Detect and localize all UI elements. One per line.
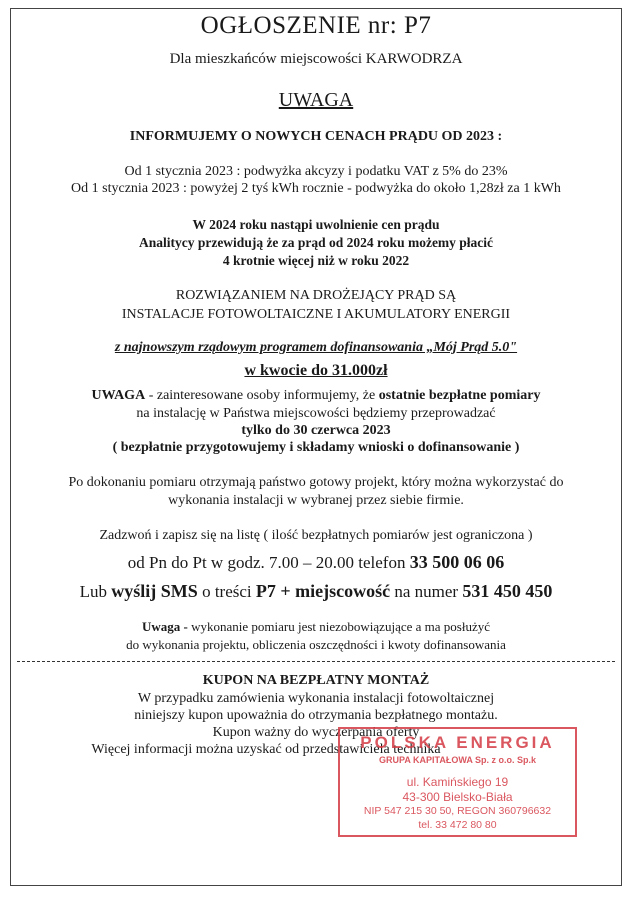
notice-line-2: na instalację w Państwa miejscowości będziemy przeprowadzać <box>136 406 496 421</box>
sms-e: na numer <box>390 582 463 601</box>
disclaimer-line-1 <box>11 619 621 635</box>
solution-line-1: ROZWIĄZANIEM NA DROŻEJĄCY PRĄD SĄ <box>175 288 457 303</box>
stamp-ids: NIP 547 215 30 50, REGON 360796632 <box>363 805 552 817</box>
forecast-line-3: 4 krotnie więcej niż w roku 2022 <box>222 253 410 268</box>
hours-text: od Pn do Pt w godz. 7.00 – 20.00 telefon <box>127 553 410 572</box>
notice-line-3: tylko do 30 czerwca 2023 <box>241 423 391 438</box>
sms-a: Lub <box>79 582 112 601</box>
stamp-city: 43-300 Bielsko-Biała <box>402 790 513 804</box>
coupon-line-3: Kupon ważny do wyczerpania oferty <box>212 725 420 740</box>
sms-line <box>11 581 621 602</box>
call-line: Zadzwoń i zapisz się na listę ( ilość bezpłatnych pomiarów jest ograniczona ) <box>99 528 533 543</box>
uwaga-heading: UWAGA <box>278 89 354 111</box>
sms-keyword: P7 + miejscowość <box>255 581 391 601</box>
disclaimer-text: wykonanie pomiaru jest niezobowiązujące a ma posłużyć <box>187 619 490 634</box>
program-line: z najnowszym rządowym programem dofinansowania „Mój Prąd 5.0" <box>114 340 518 355</box>
company-stamp <box>338 727 577 837</box>
disclaimer-line-2: do wykonania projektu, obliczenia oszczędności i kwoty dofinansowania <box>126 637 506 652</box>
coupon-line-2: niniejszy kupon upoważnia do otrzymania bezpłatnego montażu. <box>134 708 498 723</box>
coupon-line-4: Więcej informacji można uzyskać od przedstawiciela technika <box>91 742 441 757</box>
amount-line: w kwocie do 31.000zł <box>244 362 388 379</box>
after-line-2: wykonania instalacji w wybranej przez siebie firmie. <box>168 493 464 508</box>
stamp-phone: tel. 33 472 80 80 <box>418 819 497 831</box>
sms-number: 531 450 450 <box>462 581 553 601</box>
notice-line-4: ( bezpłatnie przygotowujemy i składamy wnioski o dofinansowanie ) <box>112 440 520 455</box>
prices-heading: INFORMUJEMY O NOWYCH CENACH PRĄDU OD 2023 : <box>129 129 503 144</box>
phone-number: 33 500 06 06 <box>409 552 505 572</box>
subtitle: Dla mieszkańców miejscowości KARWODRZA <box>169 51 463 67</box>
solution-line-2: INSTALACJE FOTOWOLTAICZNE I AKUMULATORY ENERGII <box>121 307 511 322</box>
price-line-1: Od 1 stycznia 2023 : podwyżka akcyzy i podatku VAT z 5% do 23% <box>124 164 508 179</box>
hours-line <box>11 552 621 573</box>
stamp-street: ul. Kamińskiego 19 <box>406 775 509 789</box>
notice-text-a: - zainteresowane osoby informujemy, że <box>145 388 379 403</box>
disclaimer-lead: Uwaga - <box>141 619 188 634</box>
sms-b: wyślij SMS <box>111 581 198 601</box>
stamp-company: POLSKA ENERGIA <box>360 733 555 752</box>
page-title: OGŁOSZENIE nr: P7 <box>200 12 432 39</box>
price-line-2: Od 1 stycznia 2023 : powyżej 2 tyś kWh rocznie - podwyżka do około 1,28zł za 1 kWh <box>71 181 561 196</box>
forecast-line-2: Analitycy przewidują że za prąd od 2024 roku możemy płacić <box>138 235 494 250</box>
stamp-group: GRUPA KAPITAŁOWA Sp. z o.o. Sp.k <box>379 755 536 765</box>
notice-lead: UWAGA <box>91 388 146 403</box>
forecast-line-1: W 2024 roku nastąpi uwolnienie cen prądu <box>192 217 440 232</box>
cut-line-divider <box>17 661 615 662</box>
after-line-1: Po dokonaniu pomiaru otrzymają państwo gotowy projekt, który można wykorzystać do <box>68 475 564 490</box>
coupon-heading: KUPON NA BEZPŁATNY MONTAŻ <box>202 673 430 688</box>
sms-c: o treści <box>197 582 256 601</box>
notice-line-1 <box>11 388 621 404</box>
notice-text-b: ostatnie bezpłatne pomiary <box>378 388 541 403</box>
coupon-line-1: W przypadku zamówienia wykonania instalacji fotowoltaicznej <box>137 691 495 706</box>
